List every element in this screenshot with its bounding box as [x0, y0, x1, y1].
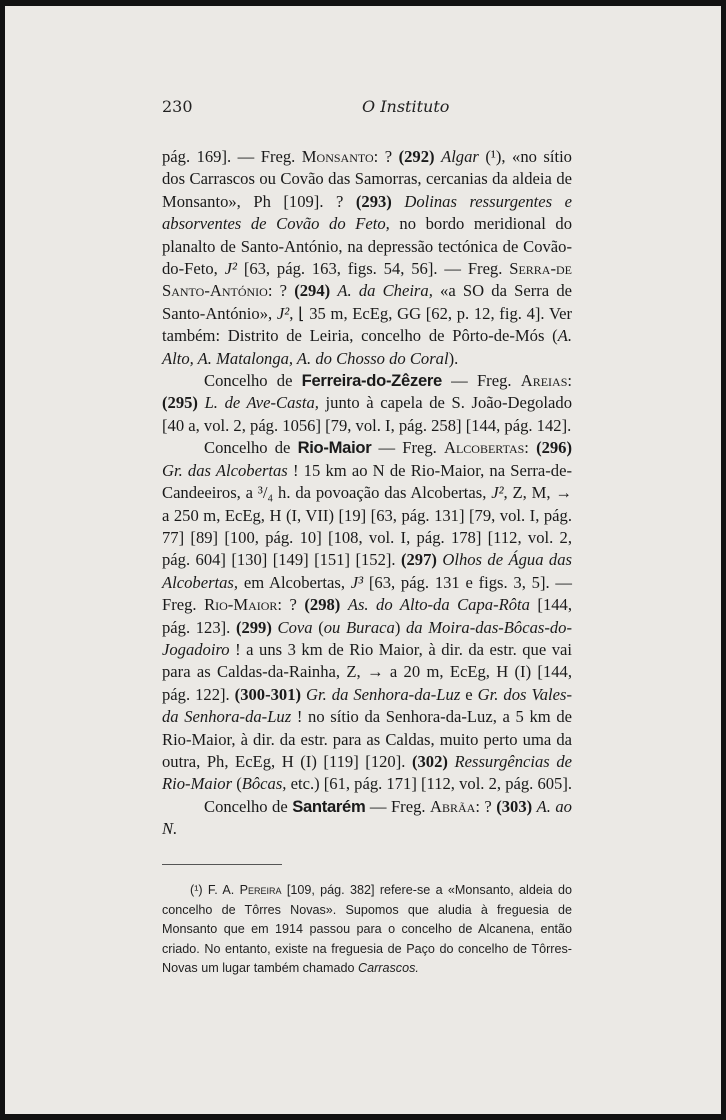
body-text — [162, 146, 572, 841]
text-run: (292) — [398, 147, 435, 166]
text-run: (302) — [411, 751, 448, 771]
text-run: J² — [491, 483, 504, 503]
text-run: Areias — [520, 371, 568, 391]
text-run: ou Buraca — [323, 617, 395, 637]
running-title: O Instituto — [362, 97, 450, 116]
text-run: Gr. dos Vales-da Senhora-da-Luz — [162, 684, 572, 727]
text-run: (300-301) — [234, 684, 302, 704]
paragraph-ferreira-do-zezere: Concelho de Ferreira-do-Zêzere — Freg. Areias: (295) L. de Ave-Casta, junto à capela de S. João-Degolado [40 a, vol. 2, pág. 1056] [79, vol. I, pág. 258] [144, pág. 142]. — [162, 371, 572, 435]
text-run: (303) — [496, 796, 533, 816]
text-run: Cova — [277, 617, 313, 637]
text-run: A. da Cheira, — [337, 281, 433, 301]
text-run: (293) — [355, 191, 392, 211]
text-run: Ressurgências de Rio-Maior — [162, 751, 572, 794]
text-run: Olhos de Água das Alcobertas, — [162, 550, 572, 592]
text-run: Gr. da Senhora-da-Luz — [306, 684, 461, 704]
text-run: Pereira — [239, 883, 282, 897]
paragraph-monsanto: pág. 169]. — Freg. Monsanto: ? (292) Algar (¹), «no sítio dos Carrascos ou Covão das Samorras, cercanias da aldeia de Monsanto», Ph [109]. ? (293) Dolinas ressurgentes e absorventes de Covão do Feto, no bordo meridional do planalto de Santo-António, na depressão tectónica de Covão-do-Feto, J² [63, pág. 163, figs. 54, 56]. — Freg. Serra-de Santo-António: ? (294) A. da Cheira, «a SO da Serra de Santo-António», J², ⌊ 35 m, EcEg, GG [62, p. 12, fig. 4]. Ver também: Distrito de Leiria, concelho de Pôrto-de-Mós (A. Alto, A. Matalonga, A. do Chosso do Coral). — [162, 147, 573, 368]
text-run: (294) — [294, 281, 331, 301]
text-run: (295) — [162, 393, 198, 413]
footnote-text: (¹) F. A. Pereira [109, pág. 382] refere-se a «Monsanto, aldeia do concelho de Tôrres Novas». Supomos que aludia à freguesia de Monsanto que em 1914 passou para o concelho de Alcanena, então criado. No entanto, existe na freguesia de Paço do concelho de Tôrres-Novas um lugar também chamado Carrascos. — [162, 883, 572, 975]
text-run: J³ — [350, 572, 364, 592]
text-run: Santarém — [292, 796, 366, 816]
footnote — [162, 881, 572, 979]
text-run: Ferreira-do-Zêzere — [301, 371, 442, 391]
text-run: Carrascos. — [358, 961, 419, 975]
text-run: A. ao N. — [162, 796, 572, 839]
text-run: J² — [224, 259, 237, 279]
page-header — [162, 97, 572, 121]
text-run: As. do Alto-da Capa-Rôta — [347, 595, 530, 615]
text-run: (298) — [304, 595, 341, 615]
text-run: da Moira-das-Bôcas-do-Jogadoiro — [162, 617, 572, 659]
paragraph-rio-maior: Concelho de Rio-Maior — Freg. Alcobertas: (296) Gr. das Alcobertas ! 15 km ao N de Rio-Maior, na Serra-de-Candeeiros, a ³/₄ h. da povoação das Alcobertas, J², Z, M, → a 250 m, EcEg, H (I, VII) [19] [63, pág. 131] [79, vol. I, pág. 77] [89] [100, pág. 10] [108, vol. I, pág. 178] [112, vol. 2, pág. 604] [130] [149] [151] [152]. (297) Olhos de Água das Alcobertas, em Alcobertas, J³ [63, pág. 131 e figs. 3, 5]. — Freg. Rio-Maior: ? (298) As. do Alto-da Capa-Rôta [144, pág. 123]. (299) Cova (ou Buraca) da Moira-das-Bôcas-do-Jogadoiro ! a uns 3 km de Rio Maior, à dir. da estr. que vai para as Caldas-da-Rainha, Z, → a 20 m, EcEg, H (I) [144, pág. 122]. (300-301) Gr. da Senhora-da-Luz e Gr. dos Vales-da Senhora-da-Luz ! no sítio da Senhora-da-Luz, a 5 km de Rio-Maior, à dir. da estr. para as Caldas, muito perto uma da outra, Ph, EcEg, H (I) [119] [120]. (302) Ressurgências de Rio-Maior (Bôcas, etc.) [61, pág. 171] [112, vol. 2, pág. 605]. — [162, 438, 573, 794]
text-run: Algar — [441, 147, 479, 166]
text-run: Gr. das Alcobertas — [162, 460, 288, 480]
text-run: Alcobertas — [443, 438, 525, 458]
text-run: (296) — [536, 438, 573, 458]
page-number: 230 — [162, 97, 193, 116]
text-run: Abrãa — [429, 796, 476, 816]
footnote-divider — [162, 864, 282, 865]
text-run: A. Alto, A. Matalonga, A. do Chosso do Coral — [162, 326, 572, 368]
book-page — [5, 6, 721, 1114]
text-run: Rio-Maior — [297, 438, 372, 458]
text-run: J² — [276, 303, 290, 323]
text-run: Bôcas, — [241, 774, 287, 794]
text-run: (297) — [400, 550, 437, 570]
text-run: Monsanto — [301, 147, 374, 166]
text-run: Rio-Maior — [204, 595, 278, 615]
text-run: Dolinas ressurgentes e absorventes de Covão do Feto, — [162, 191, 572, 234]
text-run: (299) — [235, 617, 272, 637]
text-run: L. de Ave-Casta, — [204, 393, 319, 413]
paragraph-santarem: Concelho de Santarém — Freg. Abrãa: ? (303) A. ao N. — [162, 796, 572, 839]
text-run: Serra-de Santo-António — [162, 259, 572, 301]
